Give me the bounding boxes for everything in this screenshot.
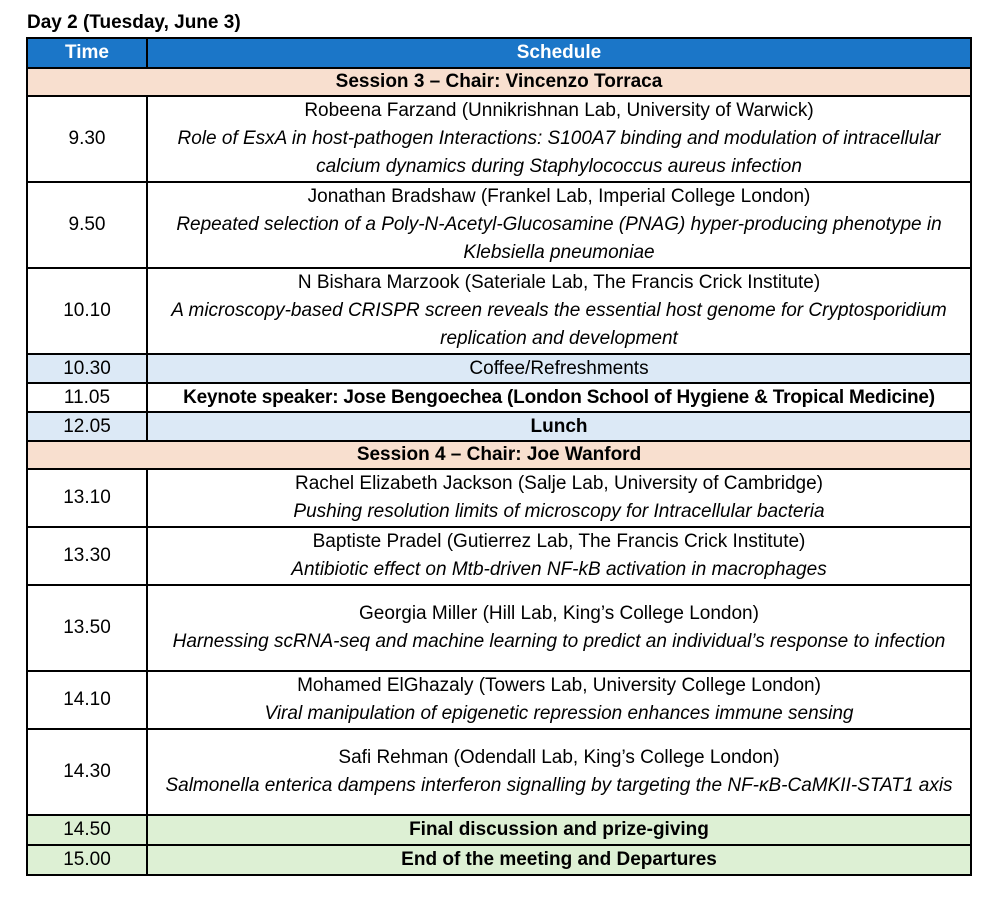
time-cell: 14.50 xyxy=(27,815,147,845)
table-header-row xyxy=(27,38,971,68)
session-heading: Session 4 – Chair: Joe Wanford xyxy=(27,441,971,469)
speaker-name: Safi Rehman (Odendall Lab, King’s College London) xyxy=(338,747,780,768)
talk-row xyxy=(27,96,971,182)
lunch-break: Lunch xyxy=(147,412,971,441)
keynote-speaker: Keynote speaker: Jose Bengoechea (London School of Hygiene & Tropical Medicine) xyxy=(147,383,971,412)
talk-title: Harnessing scRNA-seq and machine learning to predict an individual’s response to infection xyxy=(172,631,946,652)
time-cell: 12.05 xyxy=(27,412,147,441)
talk-row xyxy=(27,527,971,585)
talk-row xyxy=(27,729,971,815)
speaker-name: Baptiste Pradel (Gutierrez Lab, The Francis Crick Institute) xyxy=(312,531,806,552)
time-column-header: Time xyxy=(27,38,147,68)
schedule-table xyxy=(26,37,972,876)
speaker-name: Rachel Elizabeth Jackson (Salje Lab, University of Cambridge) xyxy=(294,473,824,494)
time-cell: 15.00 xyxy=(27,845,147,875)
coffee-row xyxy=(27,354,971,383)
session-row xyxy=(27,68,971,96)
talk-cell xyxy=(147,469,971,527)
talk-cell xyxy=(147,729,971,815)
time-cell: 11.05 xyxy=(27,383,147,412)
talk-row xyxy=(27,268,971,354)
time-cell: 10.30 xyxy=(27,354,147,383)
time-cell: 10.10 xyxy=(27,268,147,354)
session-row xyxy=(27,441,971,469)
final-discussion: Final discussion and prize-giving xyxy=(147,815,971,845)
talk-cell xyxy=(147,585,971,671)
keynote-row xyxy=(27,383,971,412)
talk-title: Salmonella enterica dampens interferon signalling by targeting the NF-κB-CaMKII-STAT1 axis xyxy=(165,775,953,796)
talk-row xyxy=(27,182,971,268)
schedule-column-header: Schedule xyxy=(147,38,971,68)
talk-title: Repeated selection of a Poly-N-Acetyl-Glucosamine (PNAG) hyper-producing phenotype in Klebsiella pneumoniae xyxy=(176,214,942,263)
talk-cell xyxy=(147,671,971,729)
talk-title: Role of EsxA in host-pathogen Interactions: S100A7 binding and modulation of intracellular calcium dynamics during Staphylococcus aureus infection xyxy=(177,128,941,177)
end-of-meeting: End of the meeting and Departures xyxy=(147,845,971,875)
coffee-break: Coffee/Refreshments xyxy=(147,354,971,383)
talk-row xyxy=(27,585,971,671)
talk-cell xyxy=(147,268,971,354)
talk-cell xyxy=(147,527,971,585)
time-cell: 9.50 xyxy=(27,182,147,268)
session-heading: Session 3 – Chair: Vincenzo Torraca xyxy=(27,68,971,96)
lunch-row xyxy=(27,412,971,441)
time-cell: 13.50 xyxy=(27,585,147,671)
day-title: Day 2 (Tuesday, June 3) xyxy=(27,12,241,33)
talk-cell xyxy=(147,182,971,268)
talk-cell xyxy=(147,96,971,182)
time-cell: 14.10 xyxy=(27,671,147,729)
speaker-name: Mohamed ElGhazaly (Towers Lab, University College London) xyxy=(297,675,821,696)
talk-title: Antibiotic effect on Mtb-driven NF-kB activation in macrophages xyxy=(291,559,827,580)
time-cell: 13.30 xyxy=(27,527,147,585)
time-cell: 14.30 xyxy=(27,729,147,815)
talk-title: Viral manipulation of epigenetic repression enhances immune sensing xyxy=(264,703,854,724)
closing-row xyxy=(27,815,971,845)
time-cell: 9.30 xyxy=(27,96,147,182)
talk-title: A microscopy-based CRISPR screen reveals the essential host genome for Cryptosporidium replication and development xyxy=(171,300,947,349)
talk-row xyxy=(27,671,971,729)
closing-row xyxy=(27,845,971,875)
speaker-name: Robeena Farzand (Unnikrishnan Lab, University of Warwick) xyxy=(304,100,814,121)
time-cell: 13.10 xyxy=(27,469,147,527)
speaker-name: Georgia Miller (Hill Lab, King’s College London) xyxy=(359,603,759,624)
talk-row xyxy=(27,469,971,527)
talk-title: Pushing resolution limits of microscopy for Intracellular bacteria xyxy=(293,501,825,522)
speaker-name: N Bishara Marzook (Sateriale Lab, The Francis Crick Institute) xyxy=(297,272,821,293)
speaker-name: Jonathan Bradshaw (Frankel Lab, Imperial College London) xyxy=(307,186,811,207)
